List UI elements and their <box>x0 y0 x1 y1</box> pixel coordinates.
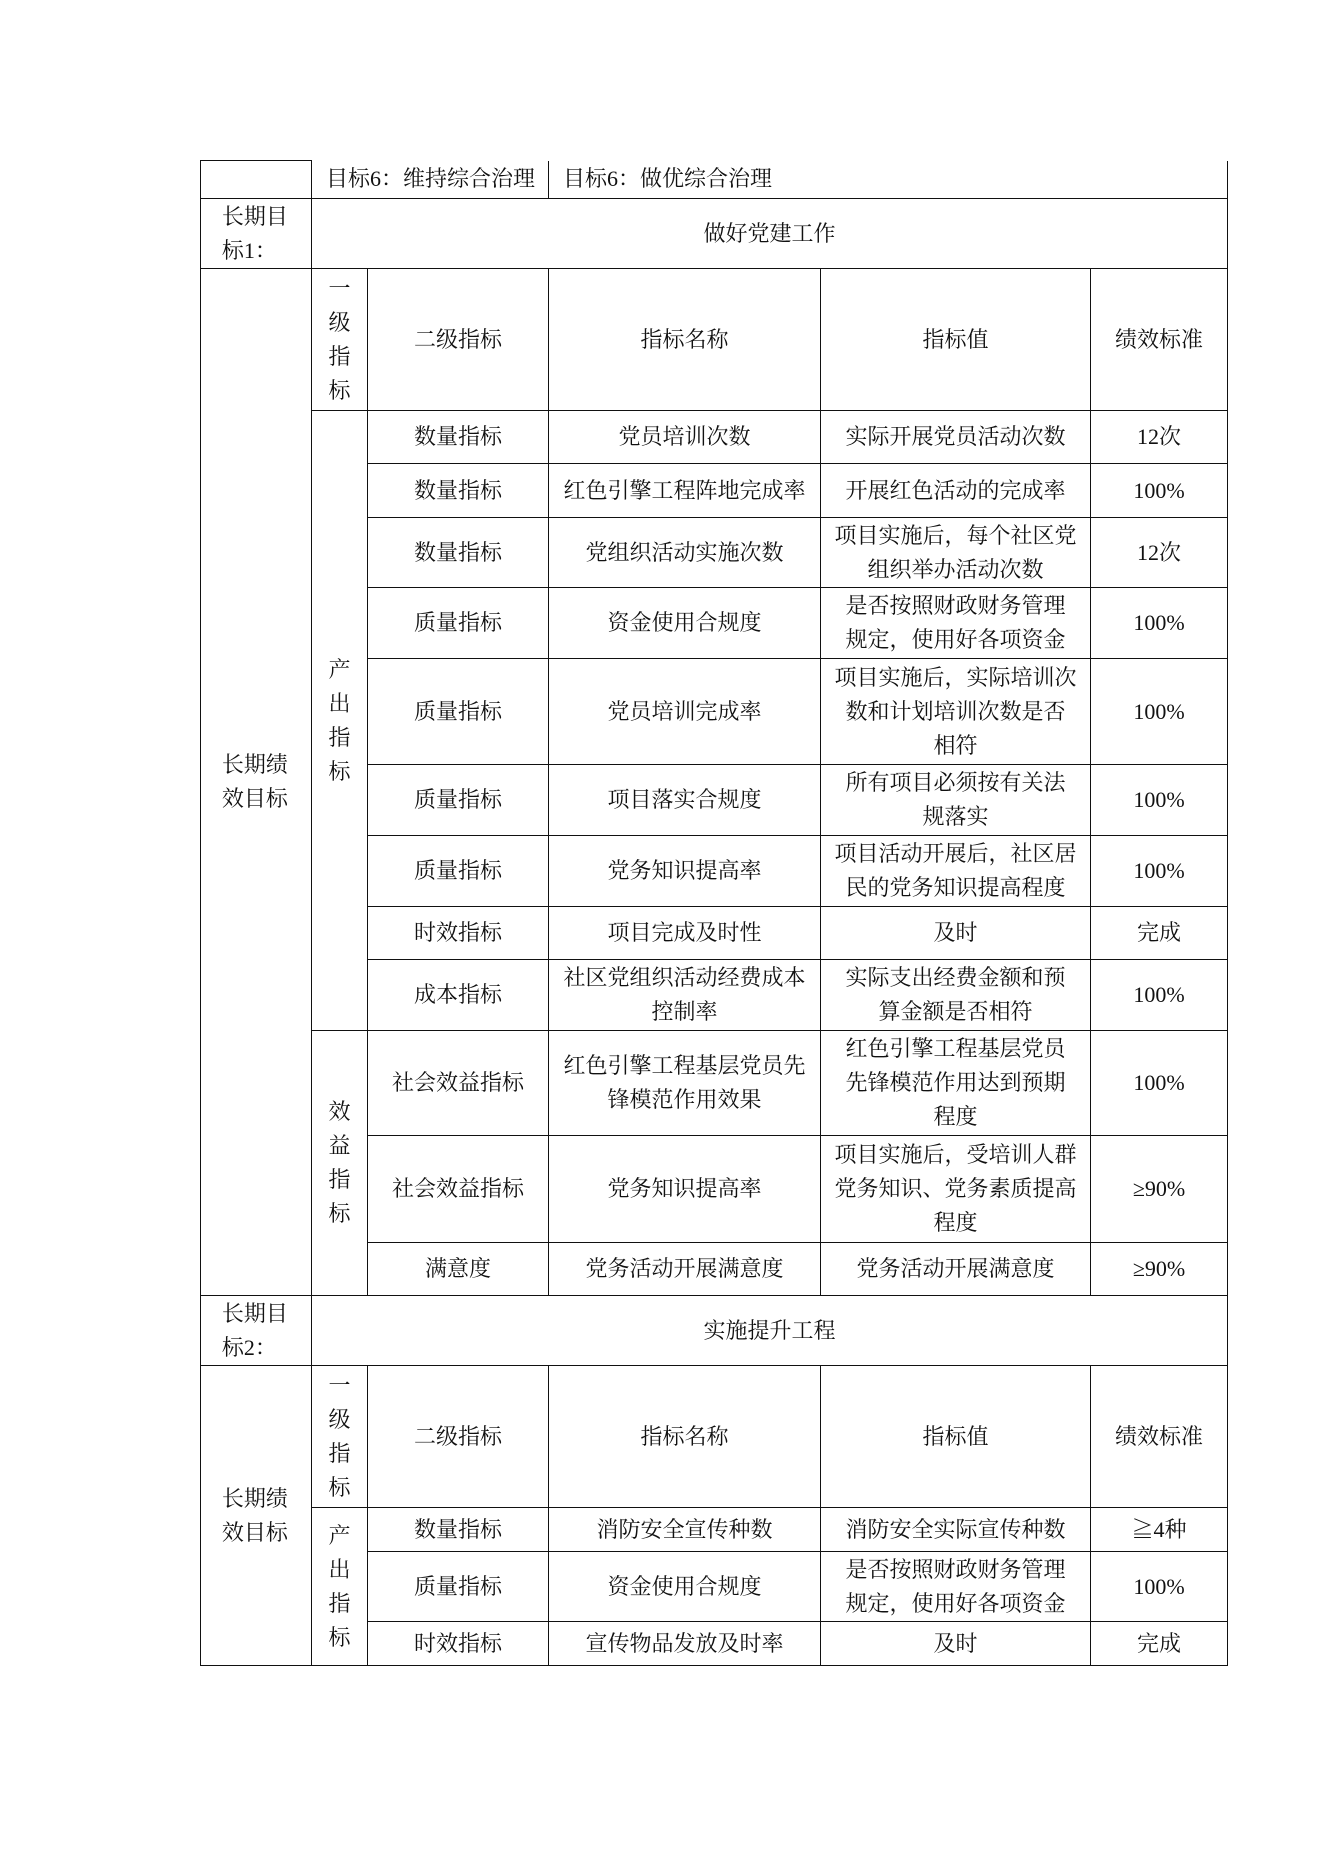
goal-label-cell <box>201 1296 312 1366</box>
perf-label-cell <box>201 1366 312 1666</box>
level2-cell: 质量指标 <box>368 765 549 836</box>
indicator-value-cell: 红色引擎工程基层党员 先锋模范作用达到预期 程度 <box>821 1031 1091 1136</box>
indicator-header-row <box>201 1366 1228 1508</box>
goal-title-cell: 做好党建工作 <box>312 199 1228 269</box>
indicator-name-cell: 红色引擎工程阵地完成率 <box>549 464 821 518</box>
indicator-value-cell: 及时 <box>821 1622 1091 1666</box>
level2-cell: 质量指标 <box>368 836 549 907</box>
header-level1: 一级指标 <box>328 275 351 403</box>
level2-cell: 数量指标 <box>368 1508 549 1552</box>
header-standard: 绩效标准 <box>1091 1366 1228 1508</box>
standard-cell: 100% <box>1091 1031 1228 1136</box>
goal-label: 长期目标1： <box>221 203 288 263</box>
standard-cell: 100% <box>1091 960 1228 1031</box>
target-goal-cell: 目标6：做优综合治理 <box>549 161 1228 199</box>
standard-cell: 100% <box>1091 836 1228 907</box>
indicator-value-cell: 实际开展党员活动次数 <box>821 411 1091 464</box>
indicator-value-cell: 及时 <box>821 907 1091 960</box>
header-value: 指标值 <box>821 1366 1091 1508</box>
standard-cell: 100% <box>1091 659 1228 765</box>
indicator-name-cell: 社区党组织活动经费成本 控制率 <box>549 960 821 1031</box>
standard-cell: 12次 <box>1091 411 1228 464</box>
standard-cell: 100% <box>1091 1552 1228 1622</box>
standard-cell: 100% <box>1091 765 1228 836</box>
level2-cell: 时效指标 <box>368 907 549 960</box>
indicator-value-cell: 是否按照财政财务管理 规定，使用好各项资金 <box>821 1552 1091 1622</box>
level2-cell: 数量指标 <box>368 464 549 518</box>
header-standard: 绩效标准 <box>1091 269 1228 411</box>
indicator-name-cell: 项目完成及时性 <box>549 907 821 960</box>
indicator-value-cell: 项目实施后，受培训人群 党务知识、党务素质提高 程度 <box>821 1136 1091 1243</box>
indicator-value-cell: 是否按照财政财务管理 规定，使用好各项资金 <box>821 588 1091 659</box>
indicator-name-cell: 党务活动开展满意度 <box>549 1243 821 1296</box>
indicator-name-cell: 消防安全宣传种数 <box>549 1508 821 1552</box>
header-level1-cell <box>312 269 368 411</box>
indicator-value-cell: 消防安全实际宣传种数 <box>821 1508 1091 1552</box>
indicator-name-cell: 宣传物品发放及时率 <box>549 1622 821 1666</box>
goal-title-cell: 实施提升工程 <box>312 1296 1228 1366</box>
current-goal-cell: 目标6：维持综合治理 <box>312 161 549 199</box>
indicator-name-cell: 资金使用合规度 <box>549 588 821 659</box>
header-level2: 二级指标 <box>368 1366 549 1508</box>
standard-cell: ≧4种 <box>1091 1508 1228 1552</box>
level1-cell <box>312 411 368 1031</box>
level2-cell: 社会效益指标 <box>368 1031 549 1136</box>
standard-cell: 完成 <box>1091 907 1228 960</box>
header-level1-cell <box>312 1366 368 1508</box>
indicator-row <box>201 1031 1228 1136</box>
performance-goal-table <box>200 160 1228 1666</box>
indicator-value-cell: 项目活动开展后，社区居 民的党务知识提高程度 <box>821 836 1091 907</box>
level1-cell <box>312 1031 368 1296</box>
indicator-name-cell: 党务知识提高率 <box>549 836 821 907</box>
header-level1: 一级指标 <box>328 1372 351 1500</box>
long-term-goal-row <box>201 199 1228 269</box>
level2-cell: 数量指标 <box>368 518 549 588</box>
goal-comparison-row <box>201 161 1228 199</box>
header-level2: 二级指标 <box>368 269 549 411</box>
blank-cell <box>201 161 312 199</box>
indicator-name-cell: 党员培训完成率 <box>549 659 821 765</box>
indicator-value-cell: 项目实施后，每个社区党 组织举办活动次数 <box>821 518 1091 588</box>
header-value: 指标值 <box>821 269 1091 411</box>
perf-label: 长期绩效目标 <box>221 752 288 811</box>
perf-label-cell <box>201 269 312 1296</box>
perf-label: 长期绩效目标 <box>221 1485 288 1545</box>
indicator-value-cell: 所有项目必须按有关法 规落实 <box>821 765 1091 836</box>
indicator-name-cell: 党务知识提高率 <box>549 1136 821 1243</box>
level1-label: 产出指标 <box>328 1522 351 1650</box>
level2-cell: 质量指标 <box>368 588 549 659</box>
indicator-header-row <box>201 269 1228 411</box>
level2-cell: 数量指标 <box>368 411 549 464</box>
standard-cell: 100% <box>1091 464 1228 518</box>
level1-cell <box>312 1508 368 1666</box>
goal-label-cell <box>201 199 312 269</box>
indicator-name-cell: 党员培训次数 <box>549 411 821 464</box>
header-name: 指标名称 <box>549 1366 821 1508</box>
indicator-value-cell: 实际支出经费金额和预 算金额是否相符 <box>821 960 1091 1031</box>
goal-label: 长期目标2： <box>221 1300 288 1360</box>
indicator-name-cell: 党组织活动实施次数 <box>549 518 821 588</box>
indicator-name-cell: 红色引擎工程基层党员先 锋模范作用效果 <box>549 1031 821 1136</box>
standard-cell: ≥90% <box>1091 1136 1228 1243</box>
level2-cell: 满意度 <box>368 1243 549 1296</box>
level2-cell: 质量指标 <box>368 1552 549 1622</box>
indicator-name-cell: 资金使用合规度 <box>549 1552 821 1622</box>
level1-label: 效益指标 <box>328 1099 351 1226</box>
indicator-value-cell: 开展红色活动的完成率 <box>821 464 1091 518</box>
level2-cell: 时效指标 <box>368 1622 549 1666</box>
standard-cell: 完成 <box>1091 1622 1228 1666</box>
standard-cell: 12次 <box>1091 518 1228 588</box>
indicator-value-cell: 项目实施后，实际培训次 数和计划培训次数是否 相符 <box>821 659 1091 765</box>
indicator-row <box>201 411 1228 464</box>
standard-cell: ≥90% <box>1091 1243 1228 1296</box>
indicator-row <box>201 1508 1228 1552</box>
long-term-goal-row <box>201 1296 1228 1366</box>
level2-cell: 成本指标 <box>368 960 549 1031</box>
level1-label: 产出指标 <box>328 656 351 784</box>
indicator-name-cell: 项目落实合规度 <box>549 765 821 836</box>
level2-cell: 质量指标 <box>368 659 549 765</box>
header-name: 指标名称 <box>549 269 821 411</box>
standard-cell: 100% <box>1091 588 1228 659</box>
level2-cell: 社会效益指标 <box>368 1136 549 1243</box>
indicator-value-cell: 党务活动开展满意度 <box>821 1243 1091 1296</box>
